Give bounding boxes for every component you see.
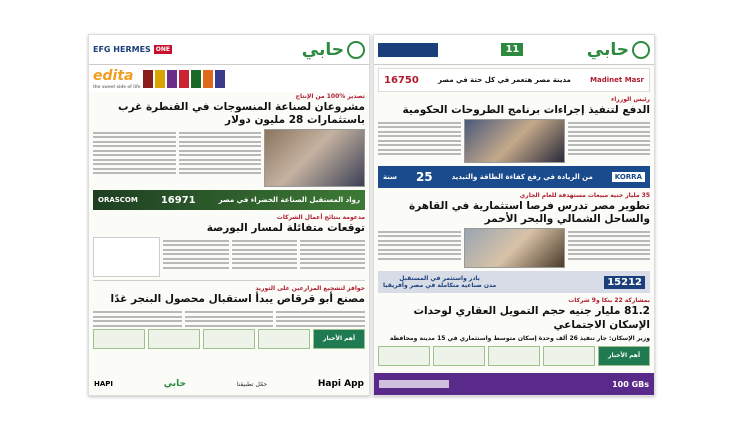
ad-box [93,237,160,277]
kicker: مدعومة بنتائج أعمال الشركات [276,214,365,222]
news-label: أهم الأخبار [598,346,650,366]
headline-textile: مشروعان لصناعة المنسوجات في القنطرة غرب باستثمارات 28 مليون دولار [118,101,365,127]
masthead [374,35,654,65]
newspaper-page-right [373,34,655,396]
efg-hermes-logo: EFG HERMES ONE [93,45,171,54]
article-text [179,129,262,187]
promo-text: 100 GBs [612,379,649,389]
headline-mortgage: 81.2 مليار جنيه حجم التمويل العقاري لوحدات الإسكان الاجتماعي [413,305,650,331]
logo-emblem-icon [632,41,650,59]
news-cards [374,346,654,366]
headline-bourse: توقعات متفائلة لمسار البورصة [206,222,365,235]
edita-logo: edita the sweet side of life [93,68,141,89]
kicker: بمشاركة 22 بنكا و9 شركات [568,297,650,305]
footer-promo [374,373,654,395]
headline-tatweer-misr: تطوير مصر تدرس فرصا استثمارية في القاهرة والساحل الشمالي والبحر الأحمر [409,200,650,226]
article-text [163,237,228,277]
kicker: تصدير %100 من الإنتاج [295,93,365,100]
article-text [300,237,365,277]
industrial-cities-ad: 15212 بادر واستثمر في المستقبل مدن صناعية متكاملة في مصر وأفريقيا [378,271,650,293]
footer-hapi: HAPI [94,380,114,388]
logo: حابي [302,40,365,60]
kicker: رئيس الوزراء [611,96,650,103]
article-photo [464,228,565,268]
article-text [232,237,297,277]
date-badge: 11 [501,43,523,56]
masthead [89,35,369,65]
edita-ad [89,65,369,92]
article-photo [264,129,365,187]
news-label: أهم الأخبار [313,329,365,349]
header-ad [378,43,438,57]
kicker: 35 مليار جنيه مبيعات مستهدفة للعام الجاري [519,192,650,200]
footer-logo: حابي [163,379,187,389]
hapi-app-sub: حمّل تطبيقنا [236,380,268,388]
logo-emblem-icon [347,41,365,59]
madinet-masr-ad: Madinet Masr مدينة مصر هتعمر في كل حتة في مصر 16750 [378,68,650,92]
newspaper-page-left [88,34,370,396]
korra-energy-banner: KORRA من الريادة في رفع كفاءة الطاقة والتبديد 25 سنة [378,166,650,188]
headline-offerings: الدفع لتنفيذ إجراءات برنامج الطروحات الحكومية [402,104,650,116]
article-text [93,129,176,187]
headline-sugar-beet: مصنع أبو قرقاص يبدأ استقبال محصول البنجر غدًا [110,293,365,306]
subheadline: وزير الإسكان: جار تنفيذ 26 ألف وحدة إسكان متوسط واستثماري في 15 مدينة ومحافظة [389,334,650,342]
logo: حابي [587,40,650,60]
kicker: حوافز لتشجيع المزارعين على التوريد [255,285,365,293]
article-photo [464,119,565,163]
footer-bar [89,373,369,395]
hapi-app-title: Hapi App [317,379,364,389]
news-cards [89,329,369,349]
orascom-banner: رواد المستقبل الصناعة الخضراء في مصر 16971 ORASCOM [93,190,365,210]
